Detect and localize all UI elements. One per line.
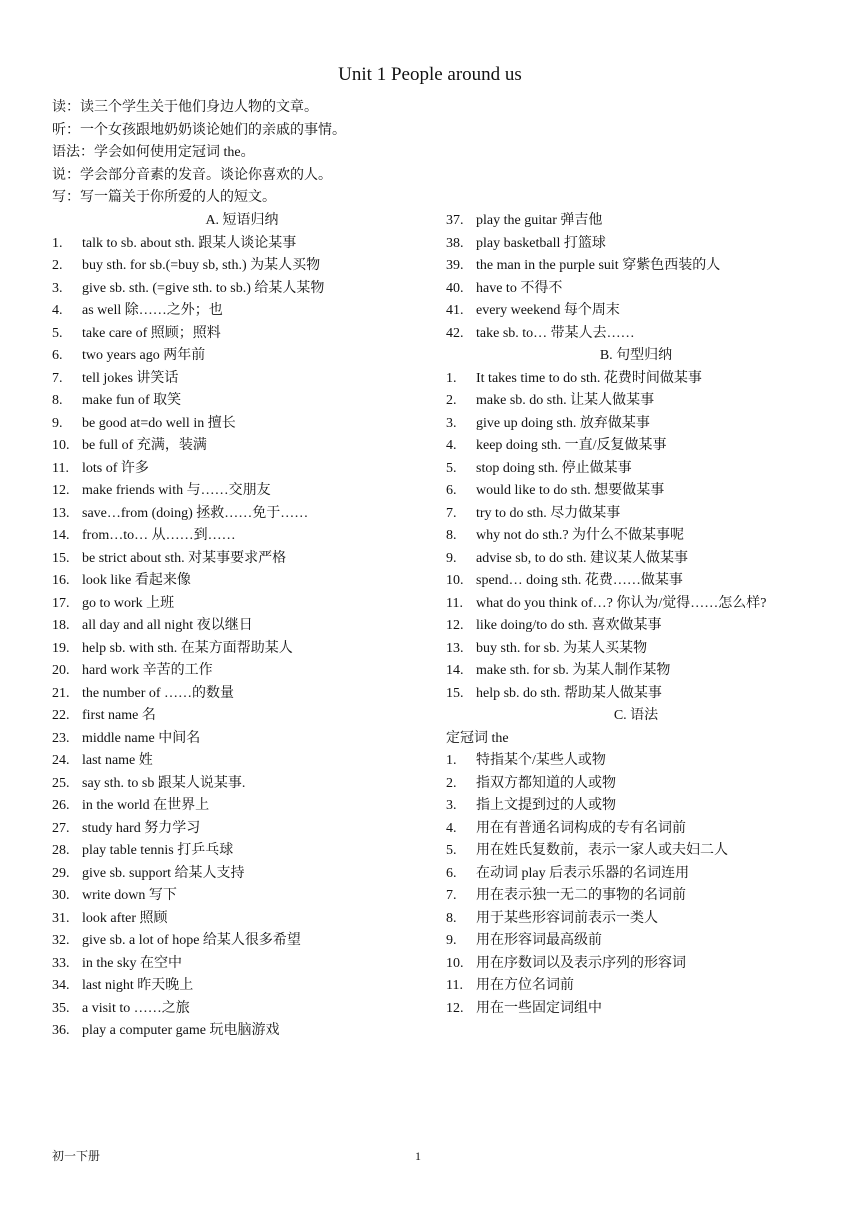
item-text: what do you think of…? 你认为/觉得……怎么样?	[476, 595, 767, 611]
item-text: play basketball 打篮球	[476, 235, 606, 251]
right-column	[446, 210, 826, 1020]
intro-listening: 听：一个女孩跟地奶奶谈论她们的亲戚的事情。	[52, 122, 346, 138]
list-item	[52, 773, 432, 796]
item-number: 1.	[446, 370, 457, 386]
item-number: 4.	[52, 303, 63, 318]
item-text: help sb. do sth. 帮助某人做某事	[476, 685, 662, 701]
list-item	[446, 818, 826, 841]
item-text: write down 写下	[82, 888, 177, 903]
item-number: 2.	[446, 775, 457, 791]
list-item	[446, 593, 826, 616]
item-number: 28.	[52, 843, 70, 858]
item-text: buy sth. for sb.(=buy sb, sth.) 为某人买物	[82, 258, 321, 273]
list-item	[446, 998, 826, 1021]
list-item	[446, 480, 826, 503]
item-number: 9.	[52, 415, 63, 431]
item-text: give up doing sth. 放弃做某事	[476, 415, 650, 431]
item-number: 11.	[52, 460, 69, 476]
item-number: 6.	[446, 865, 457, 881]
item-number: 11.	[446, 595, 463, 611]
item-text: have to 不得不	[476, 280, 563, 296]
item-number: 10.	[52, 438, 70, 453]
item-text: give sb. a lot of hope 给某人很多希望	[82, 933, 301, 948]
item-text: 特指某个/某些人或物	[476, 753, 606, 768]
list-item	[52, 480, 432, 503]
intro-grammar: 语法：学会如何使用定冠词 the。	[52, 145, 255, 160]
item-text: 指上文提到过的人或物	[476, 798, 616, 813]
item-number: 27.	[52, 820, 70, 836]
list-item	[52, 840, 432, 863]
item-text: stop doing sth. 停止做某事	[476, 460, 632, 476]
item-number: 14.	[446, 663, 464, 678]
list-item	[446, 930, 826, 953]
item-text: first name 名	[82, 708, 156, 723]
list-item	[446, 750, 826, 773]
item-number: 41.	[446, 303, 464, 318]
item-text: help sb. with sth. 在某方面帮助某人	[82, 640, 293, 656]
list-item	[446, 300, 826, 323]
item-number: 1.	[446, 753, 457, 768]
item-number: 35.	[52, 1000, 70, 1016]
item-number: 12.	[446, 618, 464, 633]
item-text: last name 姓	[82, 753, 153, 768]
list-item	[446, 773, 826, 796]
list-item	[446, 413, 826, 436]
item-number: 9.	[446, 550, 457, 566]
section-heading: C. 语法	[613, 708, 659, 723]
item-text: the number of ……的数量	[82, 685, 235, 701]
list-item	[446, 323, 826, 346]
list-item	[446, 908, 826, 931]
list-item	[52, 300, 432, 323]
item-number: 8.	[446, 528, 457, 543]
item-text: 用在方位名词前	[476, 978, 574, 993]
list-item	[446, 615, 826, 638]
list-item	[446, 638, 826, 661]
list-item	[52, 660, 432, 683]
list-item	[446, 368, 826, 391]
item-text: play table tennis 打乒乓球	[82, 843, 234, 858]
item-text: be full of 充满，装满	[82, 438, 207, 453]
item-text: middle name 中间名	[82, 730, 201, 746]
footer-book-label: 初一下册	[52, 1149, 101, 1163]
item-text: be strict about sth. 对某事要求严格	[82, 550, 287, 566]
item-number: 13.	[52, 505, 70, 521]
item-text: 用在序数词以及表示序列的形容词	[476, 955, 686, 971]
list-item	[52, 525, 432, 548]
item-text: make fun of 取笑	[82, 393, 182, 408]
list-item	[52, 863, 432, 886]
item-number: 5.	[52, 325, 63, 341]
list-item	[446, 278, 826, 301]
item-text: try to do sth. 尽力做某事	[476, 505, 621, 521]
item-text: every weekend 每个周末	[476, 303, 620, 318]
list-item	[52, 503, 432, 526]
list-item	[446, 660, 826, 683]
item-text: say sth. to sb 跟某人说某事.	[82, 775, 246, 791]
list-item	[52, 998, 432, 1021]
list-item	[52, 255, 432, 278]
item-text: 用于某些形容词前表示一类人	[476, 910, 658, 926]
item-number: 7.	[52, 370, 63, 386]
section-heading: A. 短语归纳	[205, 213, 279, 228]
item-number: 2.	[446, 393, 457, 408]
item-text: It takes time to do sth. 花费时间做某事	[476, 370, 702, 386]
list-item	[52, 1020, 432, 1043]
page-title: Unit 1 People around us	[338, 64, 522, 85]
list-item	[446, 885, 826, 908]
item-number: 10.	[446, 573, 464, 588]
item-text: be good at=do well in 擅长	[82, 415, 236, 431]
item-text: give sb. support 给某人支持	[82, 865, 245, 881]
list-item	[52, 345, 432, 368]
list-item	[52, 885, 432, 908]
item-number: 15.	[52, 550, 70, 566]
item-number: 20.	[52, 663, 70, 678]
item-number: 18.	[52, 618, 70, 633]
item-text: advise sb, to do sth. 建议某人做某事	[476, 550, 688, 566]
item-text: save…from (doing) 拯救……免于……	[82, 505, 309, 521]
item-text: like doing/to do sth. 喜欢做某事	[476, 618, 662, 633]
footer-page-number: 1	[415, 1149, 421, 1163]
item-text: tell jokes 讲笑话	[82, 370, 179, 386]
item-text: 用在一些固定词组中	[476, 1000, 602, 1016]
item-number: 7.	[446, 505, 457, 521]
item-text: 用在姓氏复数前，表示一家人或夫妇二人	[476, 843, 728, 858]
item-text: make sth. for sb. 为某人制作某物	[476, 663, 671, 678]
item-number: 2.	[52, 258, 63, 273]
item-number: 38.	[446, 235, 464, 251]
item-number: 6.	[52, 348, 63, 363]
list-item	[52, 750, 432, 773]
item-number: 4.	[446, 820, 457, 836]
item-number: 15.	[446, 685, 464, 701]
item-number: 22.	[52, 708, 70, 723]
intro-speaking: 说：学会部分音素的发音。谈论你喜欢的人。	[52, 167, 332, 183]
item-number: 19.	[52, 640, 70, 656]
item-number: 37.	[446, 213, 464, 228]
item-number: 7.	[446, 888, 457, 903]
item-text: look like 看起来像	[82, 573, 191, 588]
list-item	[52, 458, 432, 481]
list-item	[52, 638, 432, 661]
item-text: would like to do sth. 想要做某事	[476, 483, 665, 498]
item-number: 12.	[52, 483, 70, 498]
list-item	[52, 435, 432, 458]
item-text: play a computer game 玩电脑游戏	[82, 1023, 280, 1038]
list-item	[52, 908, 432, 931]
list-item	[446, 390, 826, 413]
item-number: 13.	[446, 640, 464, 656]
item-text: last night 昨天晚上	[82, 978, 194, 993]
list-item	[446, 233, 826, 256]
item-text: all day and all night 夜以继日	[82, 618, 253, 633]
list-item	[52, 795, 432, 818]
item-text: the man in the purple suit 穿紫色西装的人	[476, 258, 721, 273]
item-text: in the world 在世界上	[82, 798, 210, 813]
list-item	[446, 255, 826, 278]
section-subheading: 定冠词 the	[446, 730, 509, 746]
list-item	[52, 705, 432, 728]
list-item	[446, 863, 826, 886]
item-number: 21.	[52, 685, 70, 701]
item-text: give sb. sth. (=give sth. to sb.) 给某人某物	[82, 280, 325, 296]
list-item	[52, 930, 432, 953]
item-number: 4.	[446, 438, 457, 453]
item-number: 8.	[52, 393, 63, 408]
item-text: from…to… 从……到……	[82, 528, 236, 543]
item-number: 10.	[446, 955, 464, 971]
item-number: 11.	[446, 978, 463, 993]
list-item	[52, 818, 432, 841]
item-text: keep doing sth. 一直/反复做某事	[476, 438, 667, 453]
list-item	[446, 795, 826, 818]
list-item	[446, 953, 826, 976]
intro-reading: 读：读三个学生关于他们身边人物的文章。	[52, 100, 318, 115]
item-number: 17.	[52, 595, 70, 611]
list-item	[446, 435, 826, 458]
list-item	[446, 840, 826, 863]
item-text: make sb. do sth. 让某人做某事	[476, 393, 655, 408]
item-number: 12.	[446, 1000, 464, 1016]
item-text: two years ago 两年前	[82, 348, 206, 363]
item-number: 5.	[446, 460, 457, 476]
item-text: 用在表示独一无二的事物的名词前	[476, 888, 686, 903]
item-text: 在动词 play 后表示乐器的名词连用	[476, 865, 690, 881]
item-text: go to work 上班	[82, 595, 175, 611]
item-number: 40.	[446, 280, 464, 296]
item-number: 34.	[52, 978, 70, 993]
item-number: 25.	[52, 775, 70, 791]
item-number: 8.	[446, 910, 457, 926]
item-text: in the sky 在空中	[82, 955, 182, 971]
item-number: 1.	[52, 235, 63, 251]
item-text: as well 除……之外；也	[82, 303, 223, 318]
item-text: look after 照顾	[82, 910, 168, 926]
item-text: hard work 辛苦的工作	[82, 663, 213, 678]
item-number: 32.	[52, 933, 70, 948]
list-item	[446, 525, 826, 548]
list-item	[52, 570, 432, 593]
item-text: why not do sth.? 为什么不做某事呢	[476, 528, 685, 543]
list-item	[52, 728, 432, 751]
item-text: 用在形容词最高级前	[476, 933, 602, 948]
item-number: 3.	[52, 280, 63, 296]
list-item	[52, 953, 432, 976]
item-text: a visit to ……之旅	[82, 1000, 190, 1016]
list-item	[52, 593, 432, 616]
list-item	[52, 683, 432, 706]
item-number: 30.	[52, 888, 70, 903]
item-number: 16.	[52, 573, 70, 588]
list-item	[52, 975, 432, 998]
item-number: 29.	[52, 865, 70, 881]
list-item	[52, 615, 432, 638]
list-item	[52, 413, 432, 436]
list-item	[52, 390, 432, 413]
list-item	[52, 233, 432, 256]
item-number: 9.	[446, 933, 457, 948]
list-item	[446, 570, 826, 593]
list-item	[446, 975, 826, 998]
item-text: study hard 努力学习	[82, 820, 201, 836]
item-number: 42.	[446, 325, 464, 341]
item-text: 指双方都知道的人或物	[476, 775, 616, 791]
item-text: buy sth. for sb. 为某人买某物	[476, 640, 648, 656]
list-item	[52, 278, 432, 301]
item-text: talk to sb. about sth. 跟某人谈论某事	[82, 235, 297, 251]
section-heading: B. 句型归纳	[599, 348, 673, 363]
intro-writing: 写：写一篇关于你所爱的人的短文。	[52, 190, 276, 205]
list-item	[446, 458, 826, 481]
item-text: 用在有普通名词构成的专有名词前	[476, 820, 686, 836]
item-number: 31.	[52, 910, 70, 926]
list-item	[52, 323, 432, 346]
item-text: play the guitar 弹吉他	[476, 213, 603, 228]
list-item	[446, 210, 826, 233]
item-text: take sb. to… 带某人去……	[476, 325, 635, 341]
list-item	[52, 548, 432, 571]
left-column	[52, 210, 432, 1043]
list-item	[446, 683, 826, 706]
item-number: 24.	[52, 753, 70, 768]
item-number: 3.	[446, 798, 457, 813]
item-number: 36.	[52, 1023, 70, 1038]
item-number: 39.	[446, 258, 464, 273]
item-text: lots of 许多	[82, 460, 149, 476]
item-number: 26.	[52, 798, 70, 813]
item-text: make friends with 与……交朋友	[82, 483, 271, 498]
item-text: take care of 照顾；照料	[82, 325, 221, 341]
item-number: 33.	[52, 955, 70, 971]
item-number: 5.	[446, 843, 457, 858]
intro-section	[52, 97, 346, 210]
item-number: 3.	[446, 415, 457, 431]
list-item	[446, 503, 826, 526]
item-number: 14.	[52, 528, 70, 543]
item-number: 6.	[446, 483, 457, 498]
list-item	[52, 368, 432, 391]
list-item	[446, 548, 826, 571]
item-number: 23.	[52, 730, 70, 746]
item-text: spend… doing sth. 花费……做某事	[476, 573, 683, 588]
